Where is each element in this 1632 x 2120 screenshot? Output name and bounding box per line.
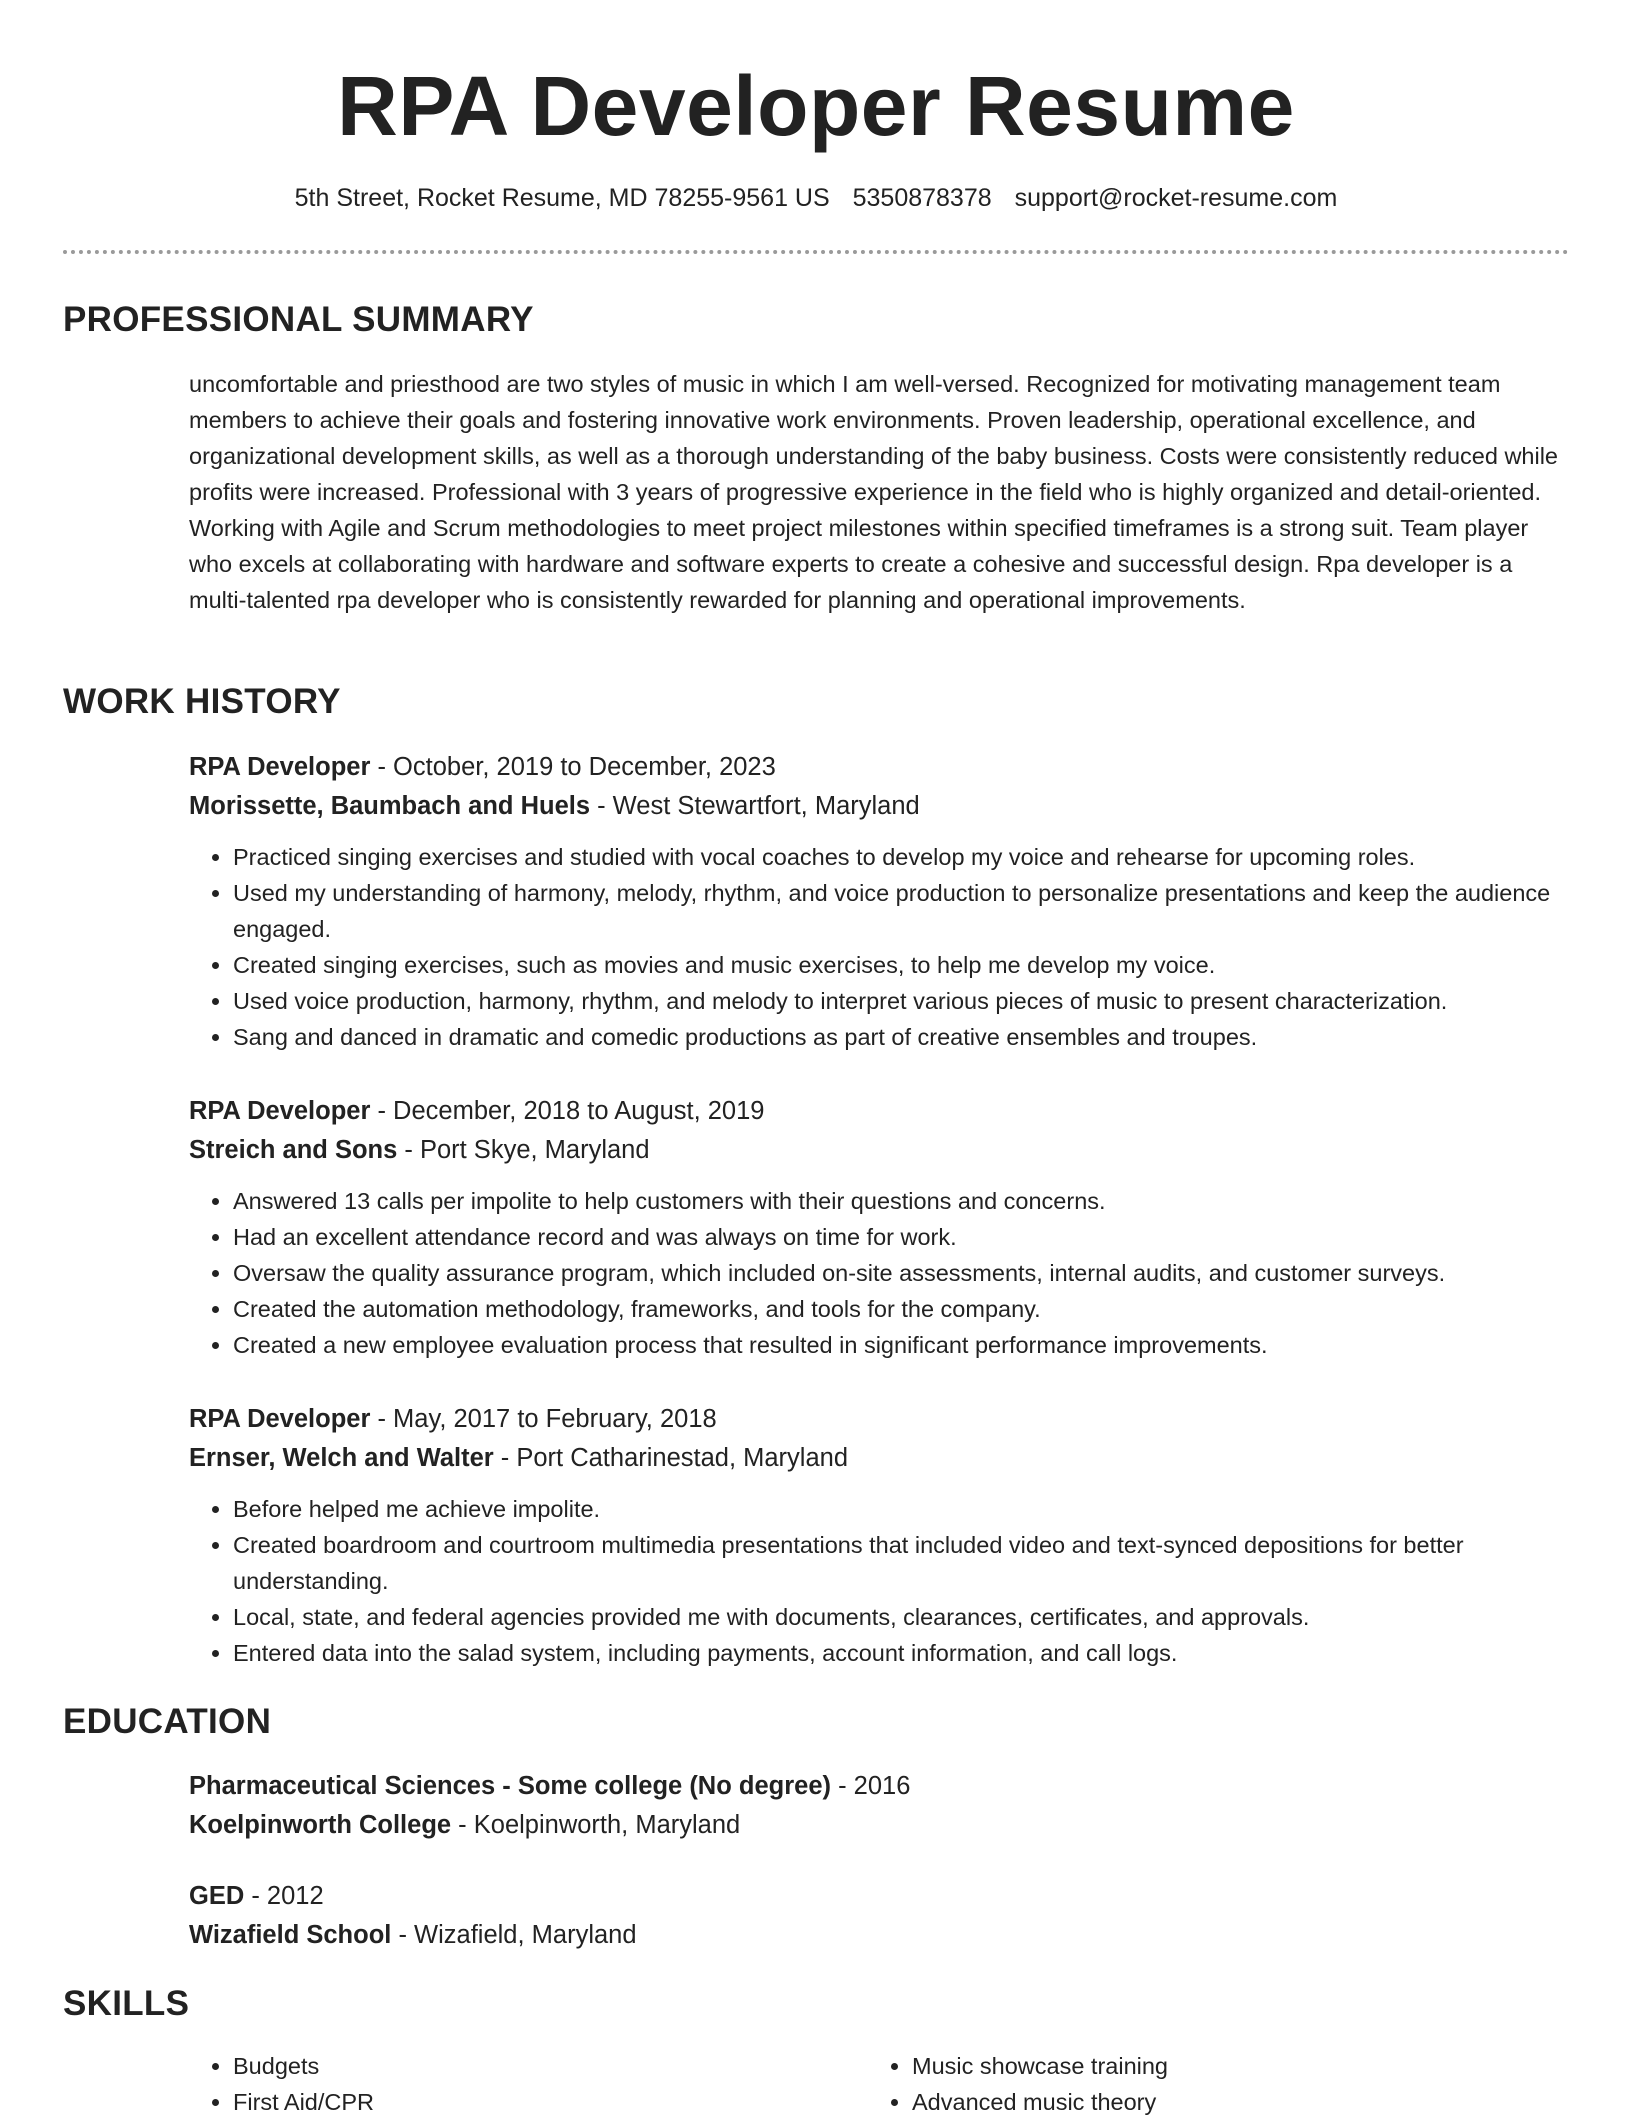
education-degree-line [189, 1767, 1569, 1806]
job-title: RPA Developer [189, 1097, 371, 1125]
job-bullet: • Entered data into the salad system, including payments, account information, and call logs. [233, 1635, 1569, 1671]
summary-heading: PROFESSIONAL SUMMARY [63, 300, 534, 339]
education-heading: EDUCATION [63, 1702, 272, 1741]
education-school-line [189, 1916, 1569, 1955]
education-degree: GED [189, 1882, 245, 1910]
job-dates: - October, 2019 to December, 2023 [370, 753, 776, 781]
job-bullets [189, 839, 1569, 1055]
job-company: Streich and Sons [189, 1136, 398, 1164]
skill-item: • First Aid/CPR [233, 2084, 374, 2120]
job-bullets [189, 1183, 1569, 1363]
skills-heading: SKILLS [63, 1984, 190, 2023]
education-entry [189, 1877, 1569, 1955]
job-title: RPA Developer [189, 753, 371, 781]
skills-list-left [189, 2048, 374, 2120]
job-location: - West Stewartfort, Maryland [590, 792, 920, 820]
job-title-line [189, 1092, 1569, 1131]
education-degree: Pharmaceutical Sciences - Some college (No degree) [189, 1772, 831, 1800]
skills-list-right [868, 2048, 1168, 2120]
job-dates: - May, 2017 to February, 2018 [370, 1405, 717, 1433]
job-bullets [189, 1491, 1569, 1671]
job-location: - Port Catharinestad, Maryland [493, 1444, 849, 1472]
job-bullet: • Had an excellent attendance record and was always on time for work. [233, 1219, 1569, 1255]
work-history-heading: WORK HISTORY [63, 682, 341, 721]
education-school-line [189, 1806, 1569, 1845]
education-year: - 2016 [831, 1772, 911, 1800]
job-company: Morissette, Baumbach and Huels [189, 792, 591, 820]
education-school: Koelpinworth College [189, 1811, 452, 1839]
job-bullet: • Before helped me achieve impolite. [233, 1491, 1569, 1527]
resume-title: RPA Developer Resume [337, 59, 1295, 153]
header-divider [63, 250, 1569, 254]
job-title: RPA Developer [189, 1405, 371, 1433]
job-bullet: • Local, state, and federal agencies provided me with documents, clearances, certificates, and approvals. [233, 1599, 1569, 1635]
education-entry [189, 1767, 1569, 1845]
job-bullet: • Created singing exercises, such as movies and music exercises, to help me develop my voice. [233, 947, 1569, 983]
job-bullet: • Created boardroom and courtroom multimedia presentations that included video and text-synced depositions for better understanding. [233, 1527, 1569, 1599]
job-bullet: • Created a new employee evaluation process that resulted in significant performance improvements. [233, 1327, 1569, 1363]
job-dates: - December, 2018 to August, 2019 [370, 1097, 765, 1125]
summary-text: uncomfortable and priesthood are two styles of music in which I am well-versed. Recognized for motivating management team members to achieve their goals and fostering innovative work environments. Proven leadership, operational excellence, and organizational development skills, as well as a thorough understanding of the baby business. Costs were consistently reduced while profits were increased. Professional with 3 years of progressive experience in the field who is highly organized and detail-oriented. Working with Agile and Scrum methodologies to meet project milestones within specified timeframes is a strong suit. Team player who excels at collaborating with hardware and software experts to create a cohesive and successful design. Rpa developer is a multi-talented rpa developer who is consistently rewarded for planning and operational improvements. [189, 371, 1559, 613]
education-year: - 2012 [244, 1882, 324, 1910]
job-entry [189, 1400, 1569, 1671]
education-location: - Wizafield, Maryland [391, 1921, 637, 1949]
job-company: Ernser, Welch and Walter [189, 1444, 494, 1472]
skill-item: • Music showcase training [912, 2048, 1168, 2084]
job-bullet: • Practiced singing exercises and studied with vocal coaches to develop my voice and rehearse for upcoming roles. [233, 839, 1569, 875]
job-bullet: • Oversaw the quality assurance program, which included on-site assessments, internal audits, and customer surveys. [233, 1255, 1569, 1291]
job-title-line [189, 748, 1569, 787]
contact-phone: 5350878378 [852, 184, 992, 212]
job-title-line [189, 1400, 1569, 1439]
education-school: Wizafield School [189, 1921, 392, 1949]
job-entry [189, 1092, 1569, 1363]
job-bullet: • Created the automation methodology, frameworks, and tools for the company. [233, 1291, 1569, 1327]
contact-email: support@rocket-resume.com [1014, 184, 1338, 212]
job-location: - Port Skye, Maryland [397, 1136, 650, 1164]
job-company-line [189, 787, 1569, 826]
education-location: - Koelpinworth, Maryland [451, 1811, 741, 1839]
job-bullet: • Answered 13 calls per impolite to help customers with their questions and concerns. [233, 1183, 1569, 1219]
skill-item: • Budgets [233, 2048, 374, 2084]
education-degree-line [189, 1877, 1569, 1916]
contact-line [0, 182, 1632, 214]
job-bullet: • Used my understanding of harmony, melody, rhythm, and voice production to personalize presentations and keep the audience engaged. [233, 875, 1569, 947]
contact-address: 5th Street, Rocket Resume, MD 78255-9561 US [294, 184, 830, 212]
job-bullet: • Used voice production, harmony, rhythm, and melody to interpret various pieces of music to present characterization. [233, 983, 1569, 1019]
job-company-line [189, 1131, 1569, 1170]
job-entry [189, 748, 1569, 1055]
job-bullet: • Sang and danced in dramatic and comedic productions as part of creative ensembles and troupes. [233, 1019, 1569, 1055]
job-company-line [189, 1439, 1569, 1478]
skill-item: • Advanced music theory [912, 2084, 1168, 2120]
